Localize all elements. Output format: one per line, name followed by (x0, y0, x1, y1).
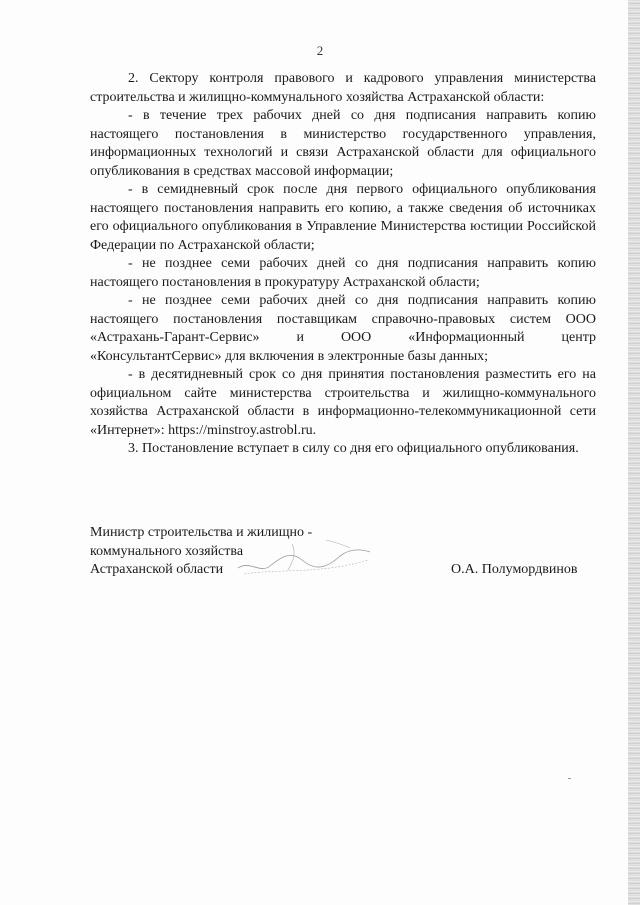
paragraph-clause-3: 3. Постановление вступает в силу со дня его официального опубликования. (128, 441, 579, 456)
signatory-title-line: Министр строительства и жилищно - (90, 525, 313, 540)
paragraph-item-publication: - в течение трех рабочих дней со дня подписания направить копию настоящего постановления в министерство государственного управления, информационных технологий и связи Астраханской области для официального опубликования в средствах массовой информации; (90, 108, 596, 179)
scan-edge (628, 0, 640, 905)
document-body (90, 70, 596, 459)
paragraph-item-legal-systems: - не позднее семи рабочих дней со дня подписания направить копию настоящего постановления поставщикам справочно-правовых систем ООО «Астрахань-Гарант-Сервис» и ООО «Информационный центр «КонсультантСервис» для включения в электронные базы данных; (90, 293, 596, 364)
signatory-name: О.А. Полумордвинов (451, 562, 578, 577)
paragraph-item-website: - в десятидневный срок со дня принятия постановления разместить его на официальном сайте министерства строительства и жилищно-коммунального хозяйства Астраханской области в информационно-телекоммуникационной сети «Интернет»: https://minstroy.astrobl.ru. (90, 367, 596, 438)
scan-speck (568, 778, 571, 779)
paragraph-item-justice-ministry: - в семидневный срок после дня первого официального опубликования настоящего постановления направить его копию, а также сведения об источниках его официального опубликования в Управление Министерства юстиции Российской Федерации по Астраханской области; (90, 182, 596, 253)
signatory-title-line: Астраханской области (90, 562, 224, 577)
handwritten-signature (230, 530, 380, 580)
signatory-title-line: коммунального хозяйства (90, 543, 244, 559)
paragraph-clause-2: 2. Сектору контроля правового и кадрового управления министерства строительства и жилищно-коммунального хозяйства Астраханской области: (90, 71, 596, 105)
page-number: 2 (316, 43, 324, 58)
paragraph-item-prosecutor: - не позднее семи рабочих дней со дня подписания направить копию настоящего постановления в прокуратуру Астраханской области; (90, 256, 596, 290)
